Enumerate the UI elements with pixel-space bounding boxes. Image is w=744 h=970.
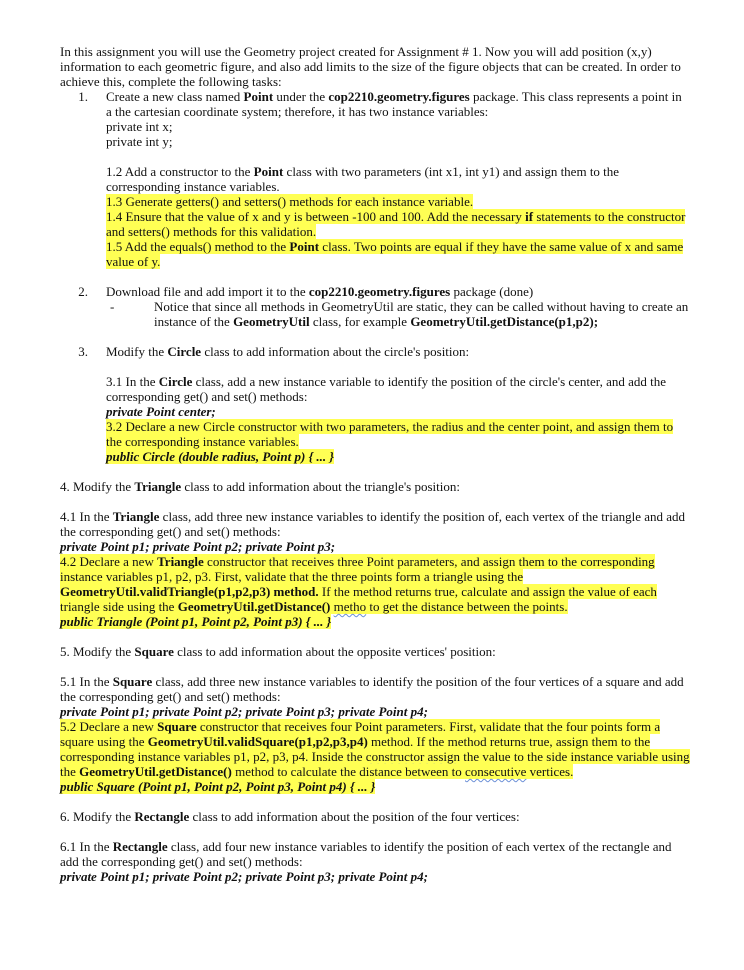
step-1-4: 1.4 Ensure that the value of x and y is between -100 and 100. Add the necessary if statements to the constructor and setters() methods for this validation. (106, 209, 686, 239)
task-1 (60, 89, 690, 269)
task-body (106, 284, 690, 299)
var-x-declaration: private int x; (106, 119, 173, 134)
task-body (106, 344, 690, 464)
task-2-text: Download file and add import it to the cop2210.geometry.figures package (done) (106, 284, 534, 299)
rectangle-declarations: private Point p1; private Point p2; private Point p3; private Point p4; (60, 869, 428, 884)
step-1-3: 1.3 Generate getters() and setters() methods for each instance variable. (106, 194, 474, 209)
task-number: 2. (78, 284, 88, 299)
task-3 (60, 344, 690, 464)
step-5-1: 5.1 In the Square class, add three new instance variables to identify the position of the four vertices of a square and add the corresponding get() and set() methods: (60, 674, 684, 704)
task-4-heading: 4. Modify the Triangle class to add information about the triangle's position: (60, 479, 460, 494)
intro-paragraph: In this assignment you will use the Geometry project created for Assignment # 1. Now you will add position (x,y) information to each geometric figure, and also add limits to the size of the figure objects that can be created. In order to achieve this, complete the following tasks: (60, 44, 681, 89)
circle-signature: public Circle (double radius, Point p) { ... } (106, 449, 334, 464)
square-signature: public Square (Point p1, Point p2, Point p3, Point p4) { ... } (60, 779, 376, 794)
square-declarations: private Point p1; private Point p2; private Point p3; private Point p4; (60, 704, 428, 719)
task-number: 1. (78, 89, 88, 104)
step-3-2: 3.2 Declare a new Circle constructor with two parameters, the radius and the center point, and assign them to the corresponding instance variables. (106, 419, 674, 449)
step-1-2: 1.2 Add a constructor to the Point class with two parameters (int x1, int y1) and assign them to the corresponding instance variables. (106, 164, 620, 194)
step-4-2: 4.2 Declare a new Triangle constructor that receives three Point parameters, and assign them to the corresponding instance variables p1, p2, p3. First, validate that the three points form a triangle using the GeometryUtil.validTriangle(p1,p2,p3) method. If the method returns true, calculate and assign the value of each triangle side using the GeometryUtil.getDistance() metho to get the distance between the points. (60, 554, 657, 614)
task-3-text: Modify the Circle class to add information about the circle's position: (106, 344, 470, 359)
triangle-signature: public Triangle (Point p1, Point p2, Point p3) { ... } (60, 614, 332, 629)
task-number: 3. (78, 344, 88, 359)
task-1-text: Create a new class named Point under the cop2210.geometry.figures package. This class represents a point in a the cartesian coordinate system; therefore, it has two instance variables: (106, 89, 682, 119)
task-body (106, 89, 690, 269)
step-3-1: 3.1 In the Circle class, add a new instance variable to identify the position of the circle's center, and add the corresponding get() and set() methods: (106, 374, 667, 404)
task-2-note: - Notice that since all methods in GeometryUtil are static, they can be called without having to create an instance of the GeometryUtil class, for example GeometryUtil.getDistance(p1,p2); (110, 299, 689, 329)
task-6-heading: 6. Modify the Rectangle class to add information about the position of the four vertices: (60, 809, 520, 824)
assignment-document (60, 44, 690, 884)
step-6-1: 6.1 In the Rectangle class, add four new instance variables to identify the position of each vertex of the rectangle and add the corresponding get() and set() methods: (60, 839, 672, 869)
var-y-declaration: private int y; (106, 134, 173, 149)
task-2 (60, 284, 690, 299)
step-1-5: 1.5 Add the equals() method to the Point class. Two points are equal if they have the same value of x and same value of y. (106, 239, 684, 269)
triangle-declarations: private Point p1; private Point p2; private Point p3; (60, 539, 336, 554)
step-4-1: 4.1 In the Triangle class, add three new instance variables to identify the position of, each vertex of the triangle and add the corresponding get() and set() methods: (60, 509, 686, 539)
dash-bullet: - (110, 299, 115, 314)
center-declaration: private Point center; (106, 404, 216, 419)
task-5-heading: 5. Modify the Square class to add information about the opposite vertices' position: (60, 644, 496, 659)
step-5-2: 5.2 Declare a new Square constructor that receives four Point parameters. First, validate that the four points form a square using the GeometryUtil.validSquare(p1,p2,p3,p4) method. If the method returns true, assign them to the corresponding instance variables p1, p2, p3, p4. Inside the constructor assign the value to the side instance variable using the GeometryUtil.getDistance() method to calculate the distance between to consecutive vertices. (60, 719, 690, 779)
